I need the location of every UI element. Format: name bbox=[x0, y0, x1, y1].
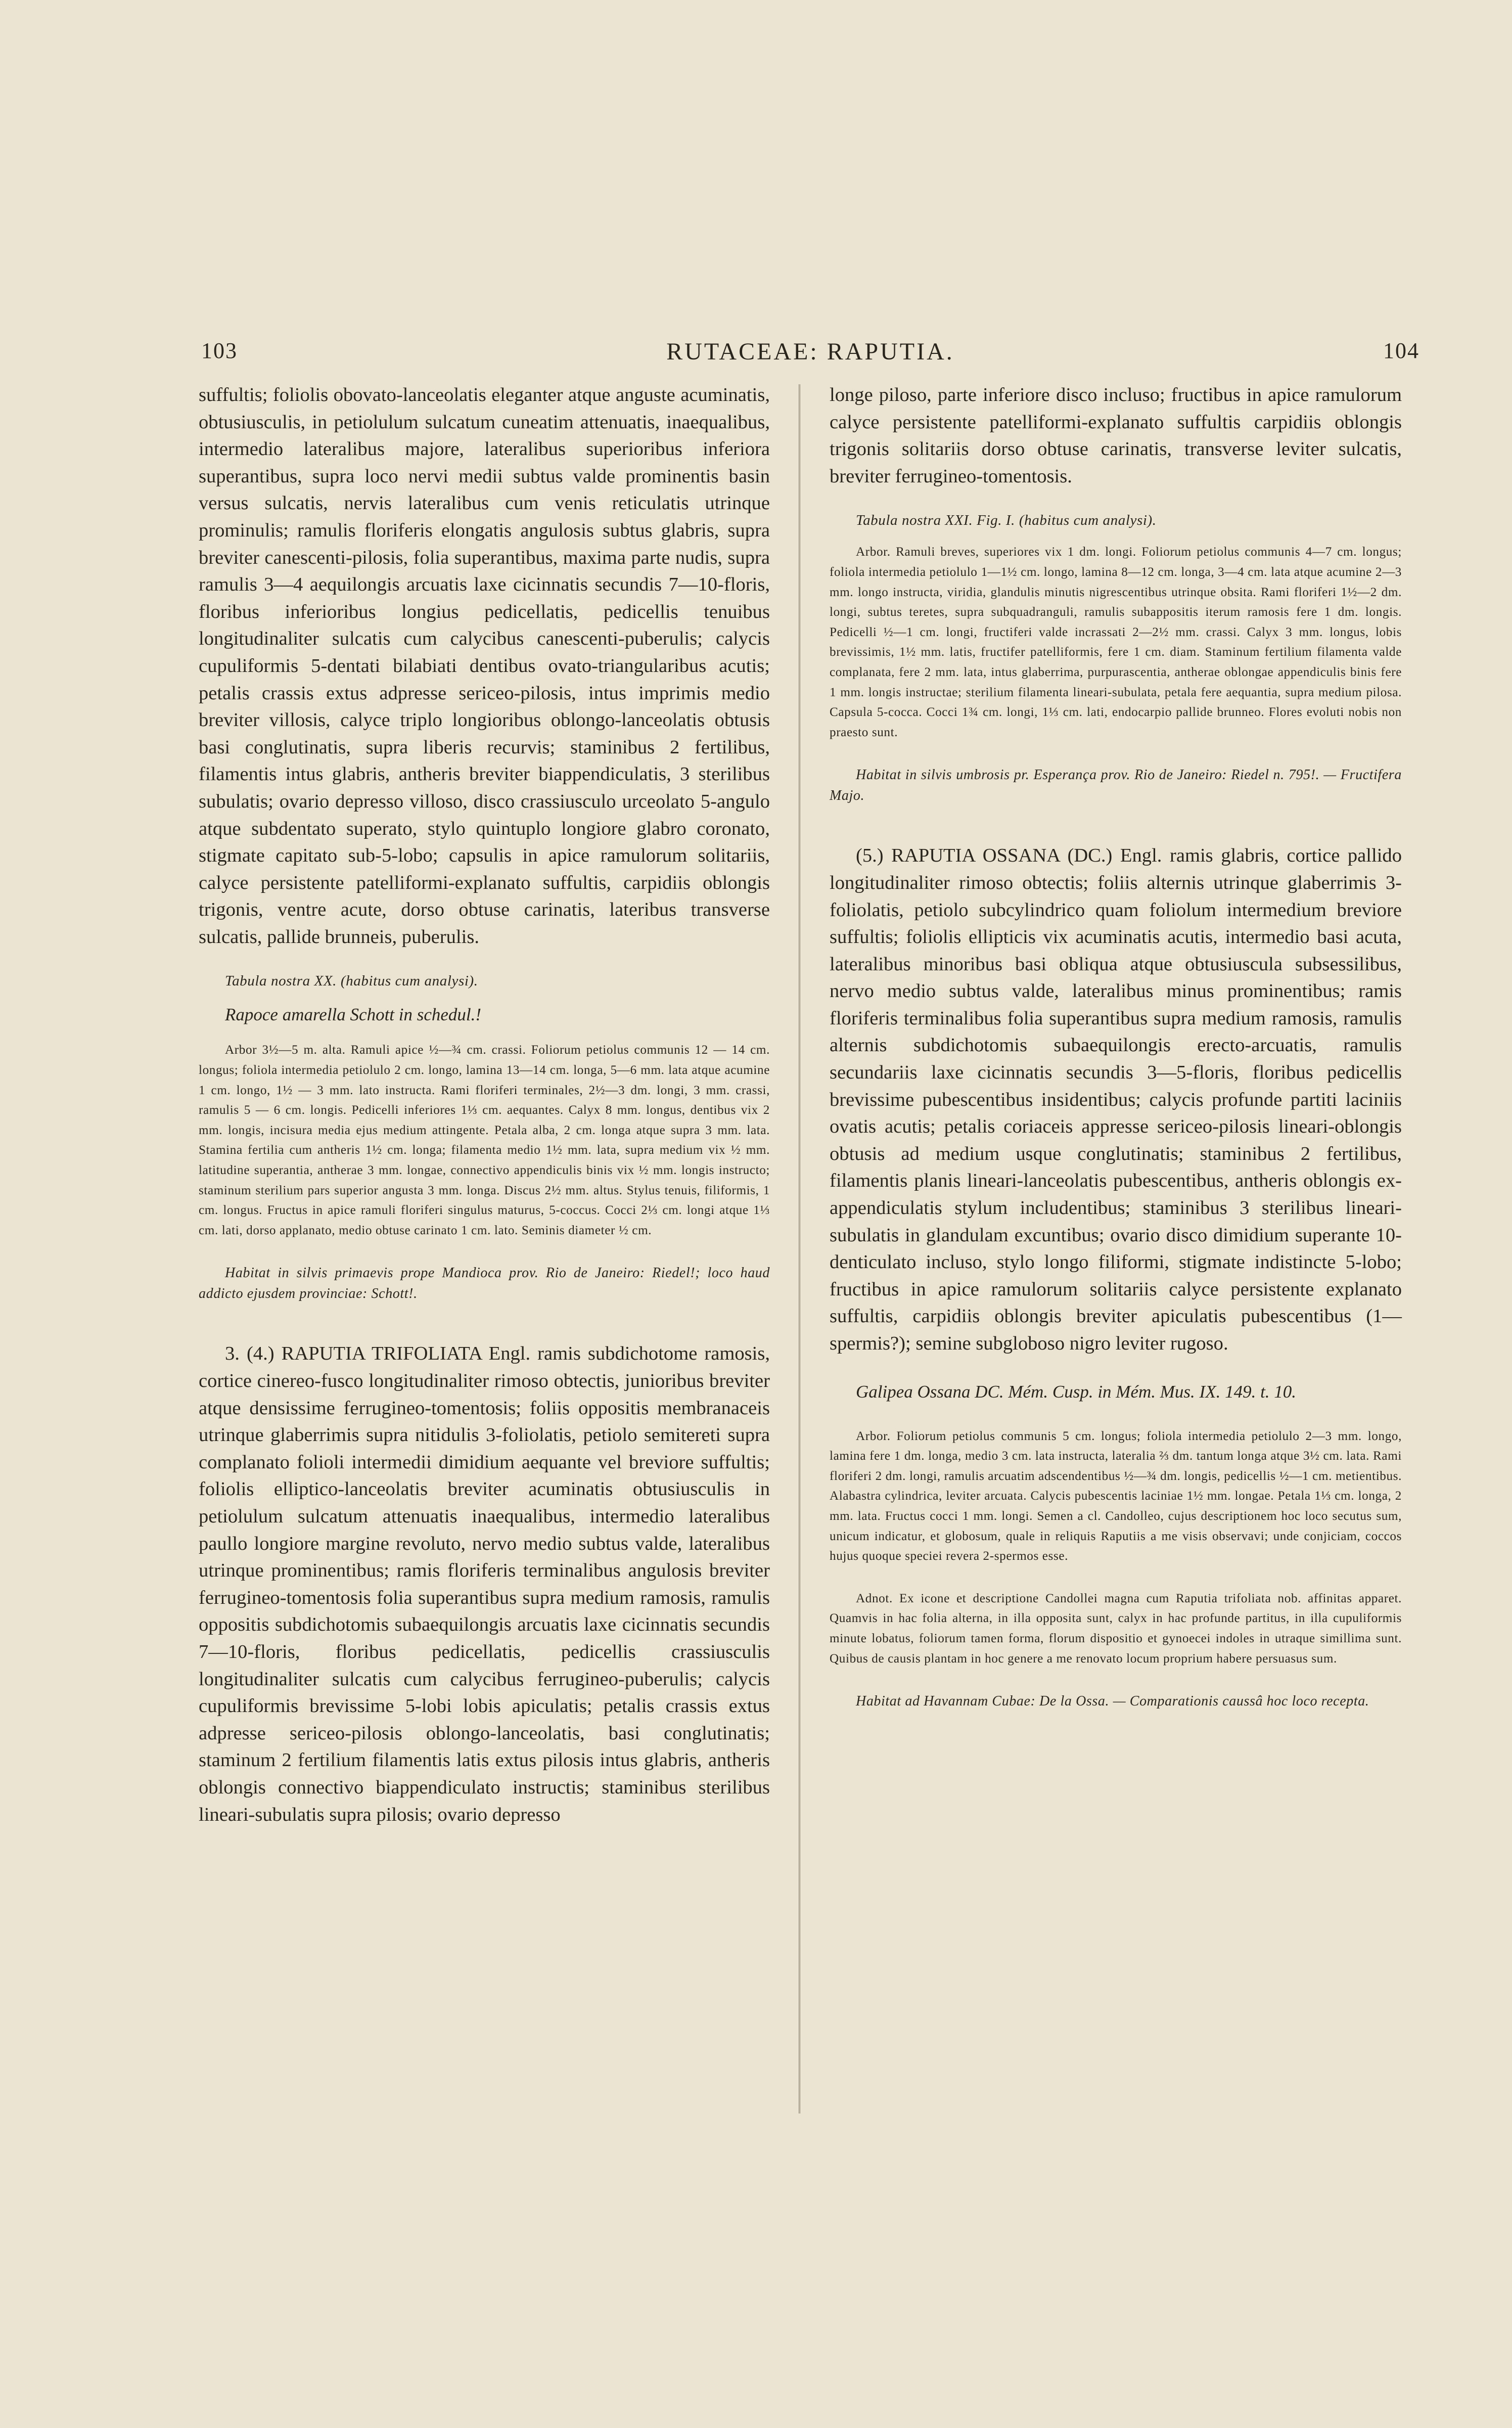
annotation: Adnot. Ex icone et descriptione Candollei magna cum Raputia trifoliata nob. affinitas apparet. Quamvis in hac folia alterna, in illa opposita sunt, calyx in hac profunde partitus, in illa cupuliformis minute lobatus, foliorum tamen forma, florum dispositio et gynoecei indoles in utraque simillima sunt. Quibus de causis plantam in hoc genere a me renovato locum proprium habere persuasus sum. bbox=[830, 1591, 1402, 1666]
page-number-left: 103 bbox=[201, 338, 238, 363]
synonym: Rapoce amarella Schott in schedul.! bbox=[225, 1005, 482, 1025]
species-raputia-ossana: (5.) RAPUTIA OSSANA (DC.) Engl. ramis glabris, cortice pallido longitudinaliter rimoso obtectis; foliis alternis utrinque glaberrimis 3-foliolatis, petiolo subcylindrico quam foliolum intermedium breviore suffultis; foliolis ellipticis vix acuminatis acutis, intermedio basi acuta, lateralibus minoribus basi obliqua atque obtusiuscula subsessilibus, nervo medio subtus valde, lateralibus minus prominentibus; ramis floriferis terminalibus folia superantibus supra medium ramosis, ramulis alternis subdichotomis subaequilongis erecto-arcuatis, ramulis secundariis laxe cicinnatis secundis 3—5-floris, floribus pedicellis brevissime pubescentibus insidentibus; calycis profunde partiti laciniis ovatis acutis; petalis coriaceis appresse sericeo-pilosis lineari-oblongis obtusis ad medium usque conglutinatis; staminibus 2 fertilibus, filamentis planis lineari-lanceolatis pubescentibus, antheris oblongis ex-appendiculatis stylum includentibus; staminibus 3 sterilibus lineari-subulatis in glandulam excuntibus; ovario disco dimidium superante 10-denticulato incluso, stylo longo filiformi, stigmate indistincte 5-lobo; fructibus in apice ramulorum solitariis calyce persistente explanato suffultis, carpidiis oblongis breviter apiculatis pubescentibus (1—spermis?); semine subgloboso nigro leviter rugoso. bbox=[830, 845, 1402, 1354]
synonym-galipea: Galipea Ossana DC. Mém. Cusp. in Mém. Mus. IX. 149. t. 10. bbox=[856, 1381, 1297, 1402]
page-header bbox=[201, 338, 1419, 378]
habitat-note-ossana: Habitat ad Havannam Cubae: De la Ossa. — Comparationis caussâ hoc loco recepta. bbox=[856, 1693, 1369, 1710]
column-divider bbox=[799, 384, 800, 2114]
habitat-note: Habitat in silvis primaevis prope Mandioca prov. Rio de Janeiro: Riedel!; loco haud addicto ejusdem provinciae: Schott!. bbox=[199, 1265, 770, 1302]
page-number-right: 104 bbox=[1383, 338, 1419, 363]
description-continued: suffultis; foliolis obovato-lanceolatis eleganter atque anguste acuminatis, obtusiusculis, in petiolulum sulcatum cuneatim attenuatis, inaequalibus, intermedio lateralibus majore, lateralibus superioribus inferiora superantibus, supra loco nervi medii subtus valde prominentis basin versus sulcatis, nervis lateralibus cum venis reticulatis utrinque prominulis; ramulis floriferis elongatis angulosis subtus glabris, supra breviter canescenti-pilosis, folia superantibus, maxima parte nudis, supra ramulis 3—4 aequilongis arcuatis laxe cicinnatis secundis 7—10-floris, floribus inferioribus longius pedicellatis, pedicellis tenuibus longitudinaliter sulcatis cum calycibus canescenti-puberulis; calycis cupuliformis 5-dentati bilabiati dentibus ovato-triangularibus acutis; petalis crassis extus adpresse sericeo-pilosis, intus imprimis medio breviter villosis, calyce triplo longioribus oblongo-lanceolatis obtusis basi conglutinatis, supra liberis recurvis; staminibus 2 fertilibus, filamentis intus glabris, antheris breviter biappendiculatis, 3 sterilibus subulatis; ovario depresso villoso, disco crassiusculo urceolato 5-angulo atque subdentato superato, stylo quintuplo longiore glabro coronato, stigmate capitato sub-5-lobo; capsulis in apice ramulorum solitariis, calyce persistente patelliformi-explanato suffultis, carpidiis oblongis trigonis, ventre acute, dorso obtuse carinatis, lateribus transverse sulcatis, pallide brunneis, puberulis. bbox=[199, 384, 770, 948]
plate-reference: Tabula nostra XX. (habitus cum analysi). bbox=[225, 973, 478, 990]
detailed-description-right: Arbor. Ramuli breves, superiores vix 1 dm. longi. Foliorum petiolus communis 4—7 cm. longus; foliola intermedia petiolulo 1—1½ cm. longo, lamina 8—12 cm. longa, 3—4 cm. lata atque acumine 2—3 mm. longo instructa, viridia, glandulis minutis nigrescentibus utrinque obsita. Rami floriferi 1½—2 dm. longi, subtus teretes, supra subquadranguli, ramulis subappositis iterum ramosis fere 1 dm. longis. Pedicelli ½—1 cm. longi, fructiferi valde incrassati 2—2½ mm. crassi. Calyx 3 mm. longus, lobis brevissimis, 1½ mm. latis, fructifer patelliformis, fere 1 cm. diam. Staminum fertilium filamenta valde complanata, fere 2 mm. lata, intus glaberrima, purpurascentia, antherae oblongae appendiculis binis fere 1 mm. longis instructae; sterilium filamenta lineari-subulata, petala fere aequantia, supra medium pilosa. Capsula 5-cocca. Cocci 1¾ cm. longi, 1⅓ cm. lati, endocarpio pallide brunneo. Flores evoluti nobis non praesto sunt. bbox=[830, 545, 1402, 739]
running-title: RUTACEAE: RAPUTIA. bbox=[666, 338, 954, 365]
plate-reference-right: Tabula nostra XXI. Fig. I. (habitus cum analysi). bbox=[856, 512, 1157, 529]
species-raputia-trifoliata: 3. (4.) RAPUTIA TRIFOLIATA Engl. ramis subdichotome ramosis, cortice cinereo-fusco longitudinaliter rimoso obtectis, junioribus breviter atque densissime ferrugineo-tomentosis; foliis oppositis membranaceis utrinque glaberrimis supra nitidulis 3-foliolatis, petiolo semitereti supra complanato folioli intermedii dimidium aequante vel breviore suffultis; foliolis elliptico-lanceolatis breviter acuminatis obtusiusculis in petiolulum sulcatum attenuatis inaequalibus, intermedio lateralibus paullo longiore margine revoluto, nervo medio subtus valde, lateralibus utrinque prominentibus; ramis floriferis terminalibus angulosis breviter ferrugineo-tomentosis folia superantibus supra medium ramosis, ramulis oppositis subdichotomis subaequilongis arcuatis laxe cicinnatis secundis 7—10-floris, floribus pedicellatis, pedicellis crassiusculis longitudinaliter sulcatis cum calycibus ferrugineo-puberulis; calycis cupuliformis brevissime 5-lobi lobis apiculatis; petalis crassis extus adpresse sericeo-pilosis oblongo-lanceolatis, basi conglutinatis; staminum 2 fertilium filamentis latis extus pilosis intus glabris, antheris oblongis connectivo biappendiculato instructis; staminibus sterilibus lineari-subulatis supra pilosis; ovario depresso bbox=[199, 1343, 770, 1825]
right-column bbox=[830, 382, 1402, 1712]
description-continued-right: longe piloso, parte inferiore disco incluso; fructibus in apice ramulorum calyce persistente patelliformi-explanato suffultis carpidiis oblongis trigonis solitariis dorso obtuse carinatis, transverse leviter sulcatis, breviter ferrugineo-tomentosis. bbox=[830, 384, 1402, 487]
detailed-description: Arbor 3½—5 m. alta. Ramuli apice ½—¾ cm. crassi. Foliorum petiolus communis 12 — 14 cm. longus; foliola intermedia petiolulo 2 cm. longo, lamina 13—14 cm. longa, 5—6 mm. lata atque acumine 1 cm. longo, 1½ — 3 mm. lato instructa. Rami floriferi terminales, 2½—3 dm. longi, 3 mm. crassi, ramulis 5 — 6 cm. longis. Pedicelli inferiores 1⅓ cm. aequantes. Calyx 8 mm. longus, dentibus vix 2 mm. longis, incisura media ejus medium attingente. Petala alba, 2 cm. longa atque supra 3 mm. lata. Stamina fertilia cum antheris 1½ cm. longa; filamenta medio 1½ mm. lata, supra medium vix ½ mm. latitudine superantia, antherae 3 mm. longae, connectivo appendiculis binis vix ½ mm. longis instructo; staminum sterilium pars superior angusta 3 mm. longa. Discus 2½ mm. altus. Stylus tenuis, filiformis, 1 cm. longus. Fructus in apice ramuli floriferi singulus maturus, 5-coccus. Cocci 2⅓ cm. longi atque 1⅓ cm. lati, dorso applanato, medio obtuse carinato 1 cm. lato. Seminis diameter ½ cm. bbox=[199, 1043, 770, 1237]
detailed-description-ossana: Arbor. Foliorum petiolus communis 5 cm. longus; foliola intermedia petiolulo 2—3 mm. longo, lamina fere 1 dm. longa, medio 3 cm. lata instructa, lateralia ⅔ dm. tantum longa atque 3½ cm. lata. Rami floriferi 2 dm. longi, ramulis arcuatim adscendentibus ½—¾ dm. longis, pedicellis ½—1 cm. metientibus. Alabastra cylindrica, leviter arcuata. Calycis pubescentis laciniae 1½ mm. longae. Petala 1⅓ cm. longa, 2 mm. lata. Fructus cocci 1 mm. longi. Semen a cl. Candolleo, cujus descriptionem hoc loco secutus sum, unicum indicatur, et globosum, quale in reliquis Raputiis a me visis observavi; unde conjiciam, coccos hujus quoque speciei revera 2-spermos esse. bbox=[830, 1429, 1402, 1563]
habitat-note-right: Habitat in silvis umbrosis pr. Esperança prov. Rio de Janeiro: Riedel n. 795!. — Fructifera Majo. bbox=[830, 767, 1402, 804]
left-column bbox=[199, 382, 770, 1828]
